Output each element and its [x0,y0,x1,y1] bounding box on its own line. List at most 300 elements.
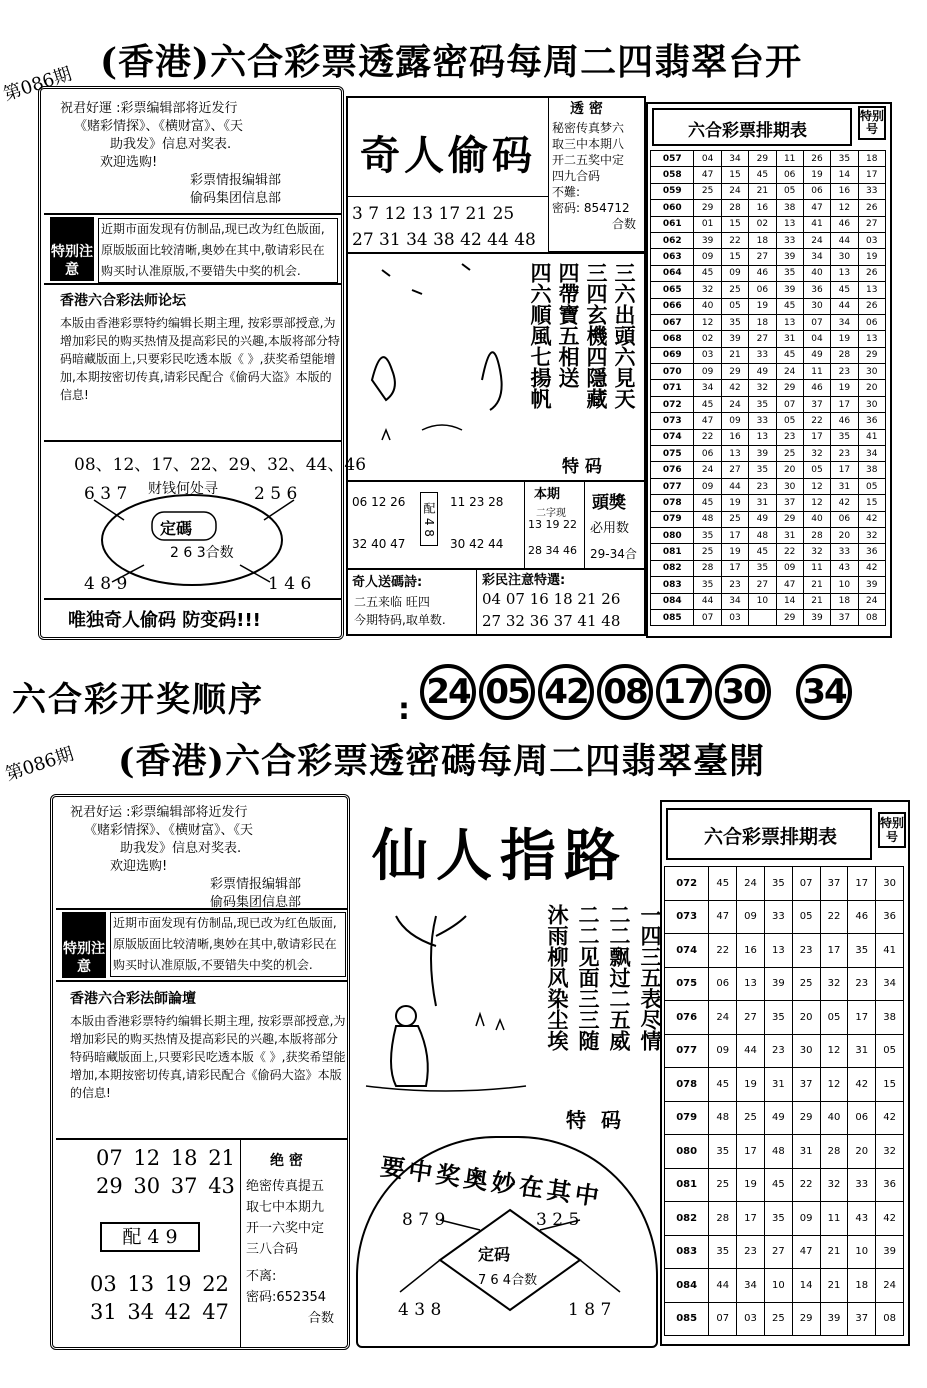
table-cell: 31 [749,495,776,511]
table-cell: 31 [776,527,803,543]
table-cell: 33 [831,544,858,560]
table-cell: 10 [831,577,858,593]
oval-bottom-right: 1 8 7 [568,1300,612,1320]
table-cell: 30 [792,1034,820,1068]
table-cell: 06 [776,167,803,183]
notice-badge [50,217,94,281]
poem-col: 三四玄機四隱藏 [584,262,608,409]
divider [584,480,585,568]
table-period-cell: 072 [665,867,709,901]
table-cell: 13 [764,934,792,968]
table-row [651,216,886,232]
table-cell: 22 [721,232,748,248]
table-cell: 20 [792,1001,820,1035]
table-row [651,249,886,265]
table-cell: 24 [737,867,765,901]
table-row [665,934,904,968]
table-cell: 13 [776,314,803,330]
table-row [651,478,886,494]
greeting-sign: 偷码集团信息部 [210,895,302,910]
table-cell: 18 [858,151,885,167]
table-cell: 05 [820,1001,848,1035]
divider [240,1138,241,1348]
table-cell: 39 [694,232,721,248]
table-cell: 31 [831,478,858,494]
table-cell: 49 [749,364,776,380]
table-cell: 25 [737,1101,765,1135]
draw-ball: 30 [715,664,771,720]
poem-col: 二二见面三三随 [576,904,600,1051]
table-cell: 21 [820,1269,848,1303]
bottom-nums-1: 07 12 18 21 [96,1146,235,1170]
table-row [651,167,886,183]
table-cell: 21 [803,593,830,609]
table-period-cell: 074 [651,429,694,445]
table-cell: 38 [876,1001,904,1035]
table-row [651,609,886,625]
table-cell: 37 [803,396,830,412]
table-cell: 30 [803,298,830,314]
table-cell: 49 [764,1101,792,1135]
mid-right-2: 30 42 44 [450,537,504,551]
greeting-sign: 彩票情报编辑部 [210,877,302,892]
table-cell: 17 [820,934,848,968]
table-cell: 04 [694,151,721,167]
mid-right-1: 11 23 28 [450,495,504,509]
divider [346,568,646,570]
table-cell: 19 [831,331,858,347]
table-cell: 24 [858,593,885,609]
table-period-cell: 060 [651,200,694,216]
table-cell: 45 [694,495,721,511]
table-cell: 35 [721,314,748,330]
secret-line: 绝密传真提五 [246,1179,325,1194]
table-cell: 37 [820,867,848,901]
table-cell: 46 [848,900,876,934]
table-cell: 24 [776,364,803,380]
divider [44,440,342,442]
divider [524,480,525,568]
table-cell: 16 [749,200,776,216]
qiren-poem-line: 今期特码,取单数. [354,613,446,627]
table-cell: 14 [792,1269,820,1303]
table-cell: 03 [858,232,885,248]
table-cell: 28 [694,560,721,576]
table-cell: 17 [858,167,885,183]
greeting-sign: 偷码集团信息部 [190,191,282,206]
table-cell: 09 [694,249,721,265]
table-cell: 10 [764,1269,792,1303]
table-cell: 08 [876,1302,904,1336]
table-cell: 09 [737,900,765,934]
table-cell: 42 [876,1202,904,1236]
table-row [651,446,886,462]
table-cell: 13 [831,265,858,281]
table-cell: 03 [737,1302,765,1336]
table-cell: 08 [858,609,885,625]
table-cell: 19 [749,298,776,314]
table-cell: 35 [831,429,858,445]
poem-block [544,904,662,1051]
table-cell: 34 [721,593,748,609]
table-cell: 45 [749,167,776,183]
caimin-title: 彩民注意特選: [482,573,566,588]
secret-sum: 合数 [612,217,637,231]
secret-line: 取三中本期八 [552,137,625,151]
table-cell: 09 [721,413,748,429]
table-cell: 45 [709,1068,737,1102]
divider [346,480,646,482]
table-cell: 25 [694,544,721,560]
table-row [651,511,886,527]
secret-line: 三八合码 [246,1242,299,1257]
table-cell: 28 [831,347,858,363]
bottom-nums-4: 31 34 42 47 [90,1300,229,1324]
table-row [665,1235,904,1269]
table-cell: 19 [831,380,858,396]
table-period-cell: 075 [651,446,694,462]
issue-number: 第086期 [0,63,75,106]
table-cell: 41 [876,934,904,968]
table-period-cell: 057 [651,151,694,167]
table-cell: 02 [694,331,721,347]
secret-line: 秘密传真梦六 [552,121,625,135]
mid-left-1: 06 12 26 [352,495,406,509]
table-cell: 46 [803,380,830,396]
greeting-block [70,804,350,912]
notice-badge [62,912,106,978]
table-cell: 21 [803,577,830,593]
table-cell: 32 [820,967,848,1001]
secret-code: 密码:652354 [246,1290,327,1305]
table-cell: 21 [820,1235,848,1269]
table-cell: 47 [803,200,830,216]
table-cell: 36 [876,1168,904,1202]
table-cell: 16 [831,183,858,199]
table-cell: 35 [749,396,776,412]
table-cell: 34 [803,249,830,265]
table-cell: 26 [858,200,885,216]
secret-sum: 合数 [308,1311,335,1326]
greeting-line: 助我发》信息对奖表. [110,137,232,152]
oval-label: 定码 [478,1245,511,1264]
table-cell: 03 [721,609,748,625]
slogan: 唯独奇人偷码 防变码!!! [68,610,261,631]
table-cell: 33 [848,1168,876,1202]
table-cell [749,609,776,625]
table-cell: 17 [831,462,858,478]
table-cell: 36 [858,413,885,429]
schedule-table [664,866,904,1336]
table-period-cell: 082 [651,560,694,576]
table-cell: 26 [803,151,830,167]
table-cell: 25 [764,1302,792,1336]
table-row [651,314,886,330]
table-cell: 23 [792,934,820,968]
table-cell: 14 [776,593,803,609]
oval-bottom-left: 4 8 9 [84,574,128,594]
table-period-cell: 068 [651,331,694,347]
table-cell: 12 [820,1034,848,1068]
table-cell: 21 [749,183,776,199]
table-cell: 13 [737,967,765,1001]
table-period-cell: 077 [665,1034,709,1068]
table-cell: 39 [764,967,792,1001]
table-row [665,1001,904,1035]
table-period-cell: 083 [651,577,694,593]
table-cell: 17 [803,429,830,445]
table-cell: 06 [709,967,737,1001]
table-cell: 19 [737,1168,765,1202]
table-cell: 35 [709,1235,737,1269]
secret-nochange: 不离: [246,1269,277,1284]
table-cell: 16 [737,934,765,968]
table-cell: 47 [776,577,803,593]
arc-slogan: 要中奖奥妙在其中 [378,1151,605,1212]
table-row [651,380,886,396]
table-period-cell: 085 [651,609,694,625]
table-row [651,413,886,429]
table-period-cell: 078 [665,1068,709,1102]
table-cell: 20 [831,527,858,543]
brand-title: 奇人偷码 [360,132,536,179]
table-period-cell: 073 [651,413,694,429]
table-cell: 25 [709,1168,737,1202]
table-cell: 17 [721,527,748,543]
table-cell: 42 [831,495,858,511]
table-cell: 39 [776,249,803,265]
table-cell: 03 [694,347,721,363]
table-cell: 17 [737,1202,765,1236]
table-cell: 22 [792,1168,820,1202]
table-cell: 37 [848,1302,876,1336]
table-cell: 37 [831,609,858,625]
table-cell: 45 [694,396,721,412]
table-cell: 40 [694,298,721,314]
table-cell: 44 [737,1034,765,1068]
benqi-nums-2: 28 34 46 [528,544,577,557]
table-period-cell: 079 [651,511,694,527]
table-cell: 33 [776,232,803,248]
table-cell: 23 [721,577,748,593]
toujiang-value: 29-34合 [590,547,637,561]
table-cell: 13 [721,446,748,462]
nums-row: 08、12、17、22、29、32、44、46 [74,455,367,475]
greeting-line: 欢迎选购! [100,155,158,170]
table-cell: 12 [803,478,830,494]
table-row [651,544,886,560]
table-cell: 15 [721,167,748,183]
table-cell: 05 [876,1034,904,1068]
table-period-cell: 080 [665,1135,709,1169]
table-period-cell: 079 [665,1101,709,1135]
table-cell: 22 [709,934,737,968]
table-row [651,151,886,167]
table-cell: 26 [858,265,885,281]
table-period-cell: 077 [651,478,694,494]
table-period-cell: 058 [651,167,694,183]
draw-label: 六合彩开奖顺序 [12,680,264,720]
table-period-cell: 074 [665,934,709,968]
table-cell: 15 [721,249,748,265]
notice-badge-label: 特别注意 [51,244,93,278]
table-cell: 33 [749,413,776,429]
table-cell: 32 [820,1168,848,1202]
table-cell: 17 [848,867,876,901]
table-cell: 19 [858,249,885,265]
brand-title: 仙人指路 [372,823,628,889]
table-row [651,560,886,576]
table-cell: 05 [776,183,803,199]
table-cell: 09 [694,364,721,380]
table-row [651,495,886,511]
table-cell: 12 [694,314,721,330]
table-cell: 37 [776,495,803,511]
table-row [651,593,886,609]
table-cell: 11 [803,560,830,576]
greeting-sign: 彩票情报编辑部 [190,173,282,188]
table-cell: 41 [858,429,885,445]
table-cell: 07 [694,609,721,625]
draw-ball: 24 [420,664,476,720]
table-cell: 02 [749,216,776,232]
greeting-line: 《赌彩情探》、《横财富》、《天 [74,119,244,134]
table-cell: 18 [749,314,776,330]
divider [56,1138,348,1140]
table-cell: 28 [803,527,830,543]
table-cell: 06 [749,282,776,298]
schedule-special: 特别号 [858,106,886,140]
table-cell: 42 [858,511,885,527]
table-row [651,429,886,445]
secret-title: 绝 密 [270,1153,303,1169]
table-cell: 47 [792,1235,820,1269]
table-cell: 22 [803,413,830,429]
schedule-title: 六合彩票排期表 [688,121,807,141]
poem-col: 四帶寶五相送 [556,262,580,388]
table-cell: 23 [737,1235,765,1269]
table-row [651,298,886,314]
table-cell: 36 [876,900,904,934]
table-cell: 20 [848,1135,876,1169]
table-cell: 13 [858,331,885,347]
table-cell: 32 [876,1135,904,1169]
table-cell: 11 [803,364,830,380]
table-cell: 35 [694,527,721,543]
poem-col: 一四三五表尽情 [638,904,662,1051]
table-cell: 48 [709,1101,737,1135]
table-cell: 49 [803,347,830,363]
table-period-cell: 063 [651,249,694,265]
oval-label: 定碼 [160,519,193,538]
table-row [651,331,886,347]
oval-bottom-right: 1 4 6 [268,574,312,594]
table-cell: 31 [764,1068,792,1102]
table-cell: 42 [721,380,748,396]
table-cell: 23 [831,364,858,380]
table-cell: 29 [858,347,885,363]
table-cell: 36 [803,282,830,298]
table-row [651,462,886,478]
table-cell: 28 [721,200,748,216]
table-period-cell: 061 [651,216,694,232]
poem-col: 沐雨柳风染尘埃 [545,904,569,1051]
table-cell: 15 [876,1068,904,1102]
secret-line: 开一六奖中定 [246,1221,325,1236]
table-row [665,867,904,901]
secret-title: 透 密 [570,101,603,117]
table-cell: 06 [831,511,858,527]
table-cell: 24 [709,1001,737,1035]
table-cell: 40 [803,265,830,281]
table-cell: 45 [694,265,721,281]
table-cell: 35 [764,1001,792,1035]
table-cell: 17 [831,396,858,412]
table-cell: 06 [694,446,721,462]
table-cell: 32 [749,380,776,396]
schedule-title: 六合彩票排期表 [704,826,838,848]
table-cell: 44 [709,1269,737,1303]
table-cell: 05 [776,413,803,429]
table-cell: 14 [831,167,858,183]
table-cell: 44 [831,298,858,314]
table-cell: 45 [749,544,776,560]
draw-ball: 17 [656,664,712,720]
table-cell: 37 [792,1068,820,1102]
table-cell: 42 [876,1101,904,1135]
table-cell: 39 [721,331,748,347]
table-period-cell: 073 [665,900,709,934]
table-cell: 09 [694,478,721,494]
table-cell: 22 [820,900,848,934]
table-period-cell: 072 [651,396,694,412]
forum-text: 本版由香港彩票特约编辑长期主理, 按彩票部授意,为增加彩民的购买热情及提高彩民的兴趣,本版将部分特码暗藏版面上,只要彩民吃透本版《 》,获奖希望能增加,本期按密切传真,请彩民配合《偷码大盗》本版的信息! [70,1014,346,1100]
page-title: (香港)六合彩票透密碼每周二四翡翠臺開 [118,741,766,782]
table-cell: 34 [721,151,748,167]
qiren-poem-line: 二五来临 旺四 [354,595,430,609]
table-cell: 11 [776,151,803,167]
table-cell: 35 [694,577,721,593]
table-row [651,347,886,363]
table-cell: 29 [776,609,803,625]
table-cell: 11 [820,1202,848,1236]
mid-pei: 配 4 8 [420,492,438,546]
table-cell: 07 [792,867,820,901]
table-cell: 27 [858,216,885,232]
table-cell: 20 [776,462,803,478]
table-cell: 29 [749,151,776,167]
draw-balls [420,664,855,720]
table-cell: 15 [858,495,885,511]
table-cell: 27 [749,577,776,593]
table-cell: 27 [749,249,776,265]
table-cell: 18 [749,232,776,248]
table-cell: 09 [721,265,748,281]
table-period-cell: 069 [651,347,694,363]
table-row [665,900,904,934]
table-cell: 35 [848,934,876,968]
table-period-cell: 082 [665,1202,709,1236]
table-cell: 23 [776,429,803,445]
table-cell: 43 [848,1202,876,1236]
table-cell: 30 [858,396,885,412]
table-cell: 33 [858,183,885,199]
table-row [665,1068,904,1102]
table-period-cell: 084 [665,1269,709,1303]
greeting-line: 祝君好运 :彩票编辑部将近发行 [70,805,248,820]
table-cell: 42 [858,560,885,576]
table-cell: 26 [858,298,885,314]
